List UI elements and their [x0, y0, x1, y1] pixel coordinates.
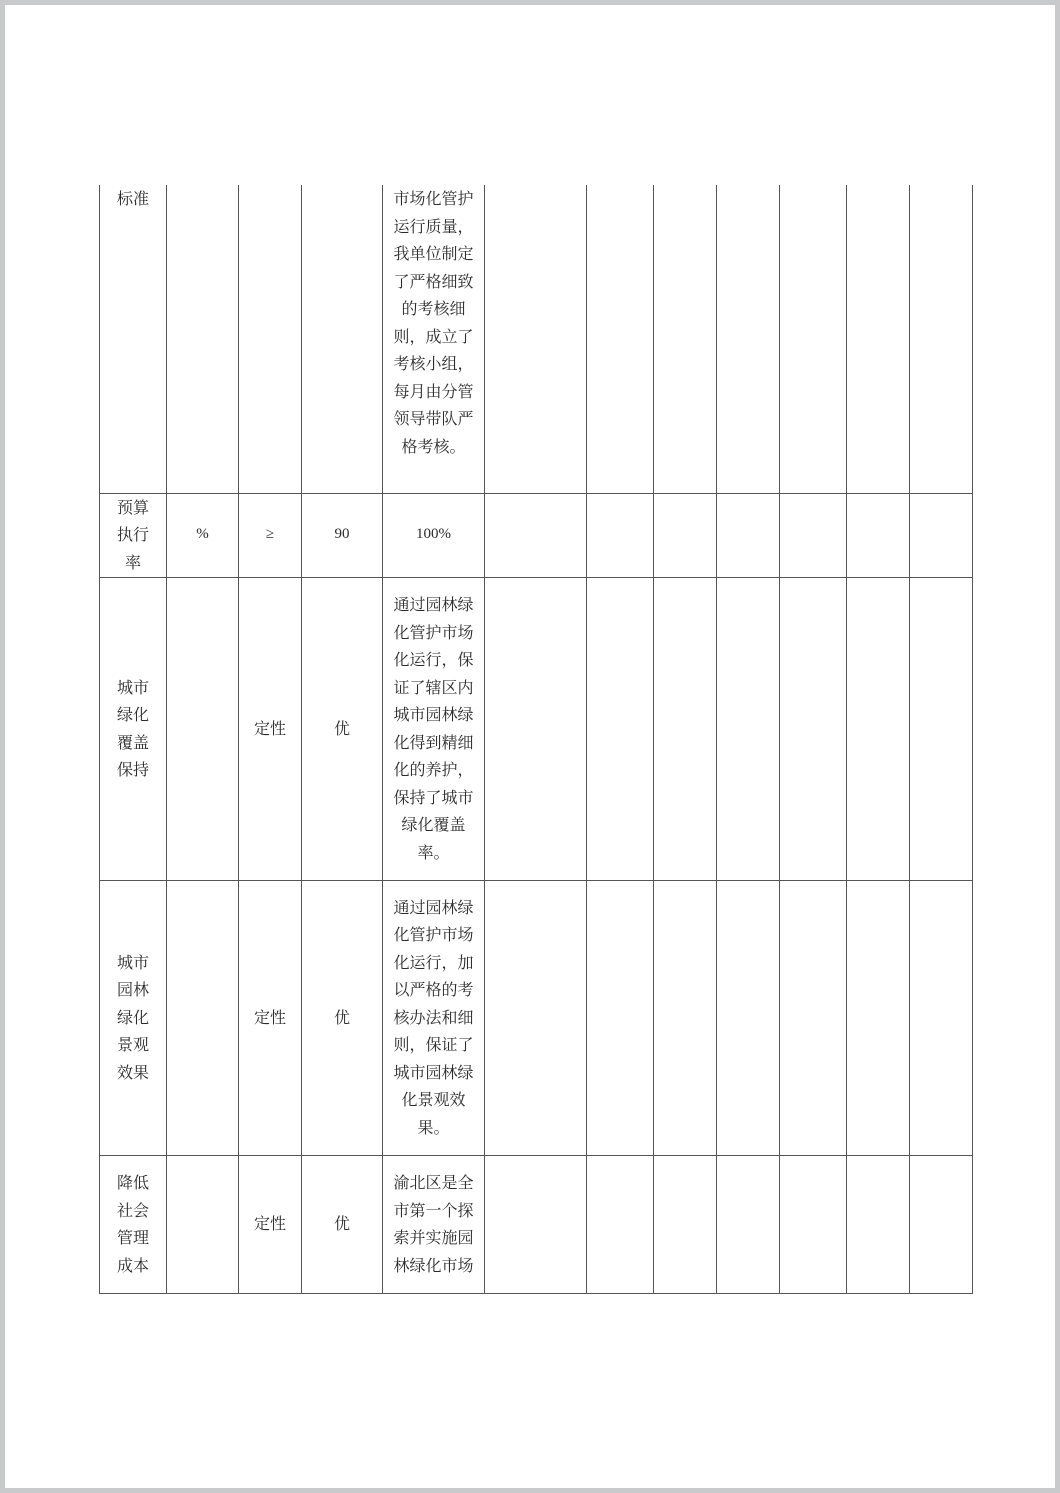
- empty-cell: [587, 1155, 654, 1293]
- empty-cell: [910, 880, 973, 1155]
- target-cell: 优: [302, 577, 383, 880]
- empty-cell: [780, 577, 847, 880]
- empty-cell: [717, 185, 780, 493]
- empty-cell: [485, 493, 587, 577]
- target-cell: 90: [302, 493, 383, 577]
- table-row: [100, 185, 973, 493]
- operator-cell: ≥: [239, 493, 302, 577]
- indicator-cell: 预算执行率: [100, 493, 167, 577]
- empty-cell: [847, 880, 910, 1155]
- empty-cell: [654, 493, 717, 577]
- empty-cell: [587, 880, 654, 1155]
- empty-cell: [587, 185, 654, 493]
- actual-value-cell: 通过园林绿化管护市场化运行，保证了辖区内城市园林绿化得到精细化的养护，保持了城市绿化覆盖率。: [383, 577, 485, 880]
- actual-value-cell: 通过园林绿化管护市场化运行，加以严格的考核办法和细则，保证了城市园林绿化景观效果。: [383, 880, 485, 1155]
- actual-value-cell: 100%: [383, 493, 485, 577]
- actual-value-cell: 渝北区是全市第一个探索并实施园林绿化市场: [383, 1155, 485, 1293]
- empty-cell: [485, 577, 587, 880]
- empty-cell: [847, 493, 910, 577]
- empty-cell: [485, 185, 587, 493]
- empty-cell: [780, 493, 847, 577]
- table-row: [100, 493, 973, 577]
- empty-cell: [654, 185, 717, 493]
- unit-cell: [167, 880, 239, 1155]
- empty-cell: [910, 185, 973, 493]
- target-cell: [302, 185, 383, 493]
- table-row: [100, 1155, 973, 1293]
- table-row: [100, 880, 973, 1155]
- operator-cell: 定性: [239, 880, 302, 1155]
- empty-cell: [485, 880, 587, 1155]
- indicator-cell: 标准: [100, 185, 167, 493]
- performance-indicator-table: [99, 185, 973, 1294]
- empty-cell: [717, 880, 780, 1155]
- empty-cell: [780, 185, 847, 493]
- operator-cell: 定性: [239, 577, 302, 880]
- empty-cell: [654, 577, 717, 880]
- empty-cell: [654, 1155, 717, 1293]
- empty-cell: [847, 185, 910, 493]
- empty-cell: [587, 493, 654, 577]
- empty-cell: [910, 577, 973, 880]
- indicator-cell: 降低社会管理成本: [100, 1155, 167, 1293]
- empty-cell: [910, 493, 973, 577]
- empty-cell: [910, 1155, 973, 1293]
- indicator-cell: 城市园林绿化景观效果: [100, 880, 167, 1155]
- empty-cell: [717, 493, 780, 577]
- target-cell: 优: [302, 1155, 383, 1293]
- unit-cell: %: [167, 493, 239, 577]
- unit-cell: [167, 577, 239, 880]
- indicator-cell: 城市绿化覆盖保持: [100, 577, 167, 880]
- empty-cell: [654, 880, 717, 1155]
- target-cell: 优: [302, 880, 383, 1155]
- empty-cell: [780, 880, 847, 1155]
- unit-cell: [167, 1155, 239, 1293]
- operator-cell: 定性: [239, 1155, 302, 1293]
- empty-cell: [485, 1155, 587, 1293]
- actual-value-cell: 市场化管护运行质量，我单位制定了严格细致的考核细则，成立了考核小组，每月由分管领导带队严格考核。: [383, 185, 485, 493]
- empty-cell: [847, 577, 910, 880]
- empty-cell: [717, 1155, 780, 1293]
- empty-cell: [587, 577, 654, 880]
- unit-cell: [167, 185, 239, 493]
- empty-cell: [717, 577, 780, 880]
- table-row: [100, 577, 973, 880]
- empty-cell: [847, 1155, 910, 1293]
- empty-cell: [780, 1155, 847, 1293]
- operator-cell: [239, 185, 302, 493]
